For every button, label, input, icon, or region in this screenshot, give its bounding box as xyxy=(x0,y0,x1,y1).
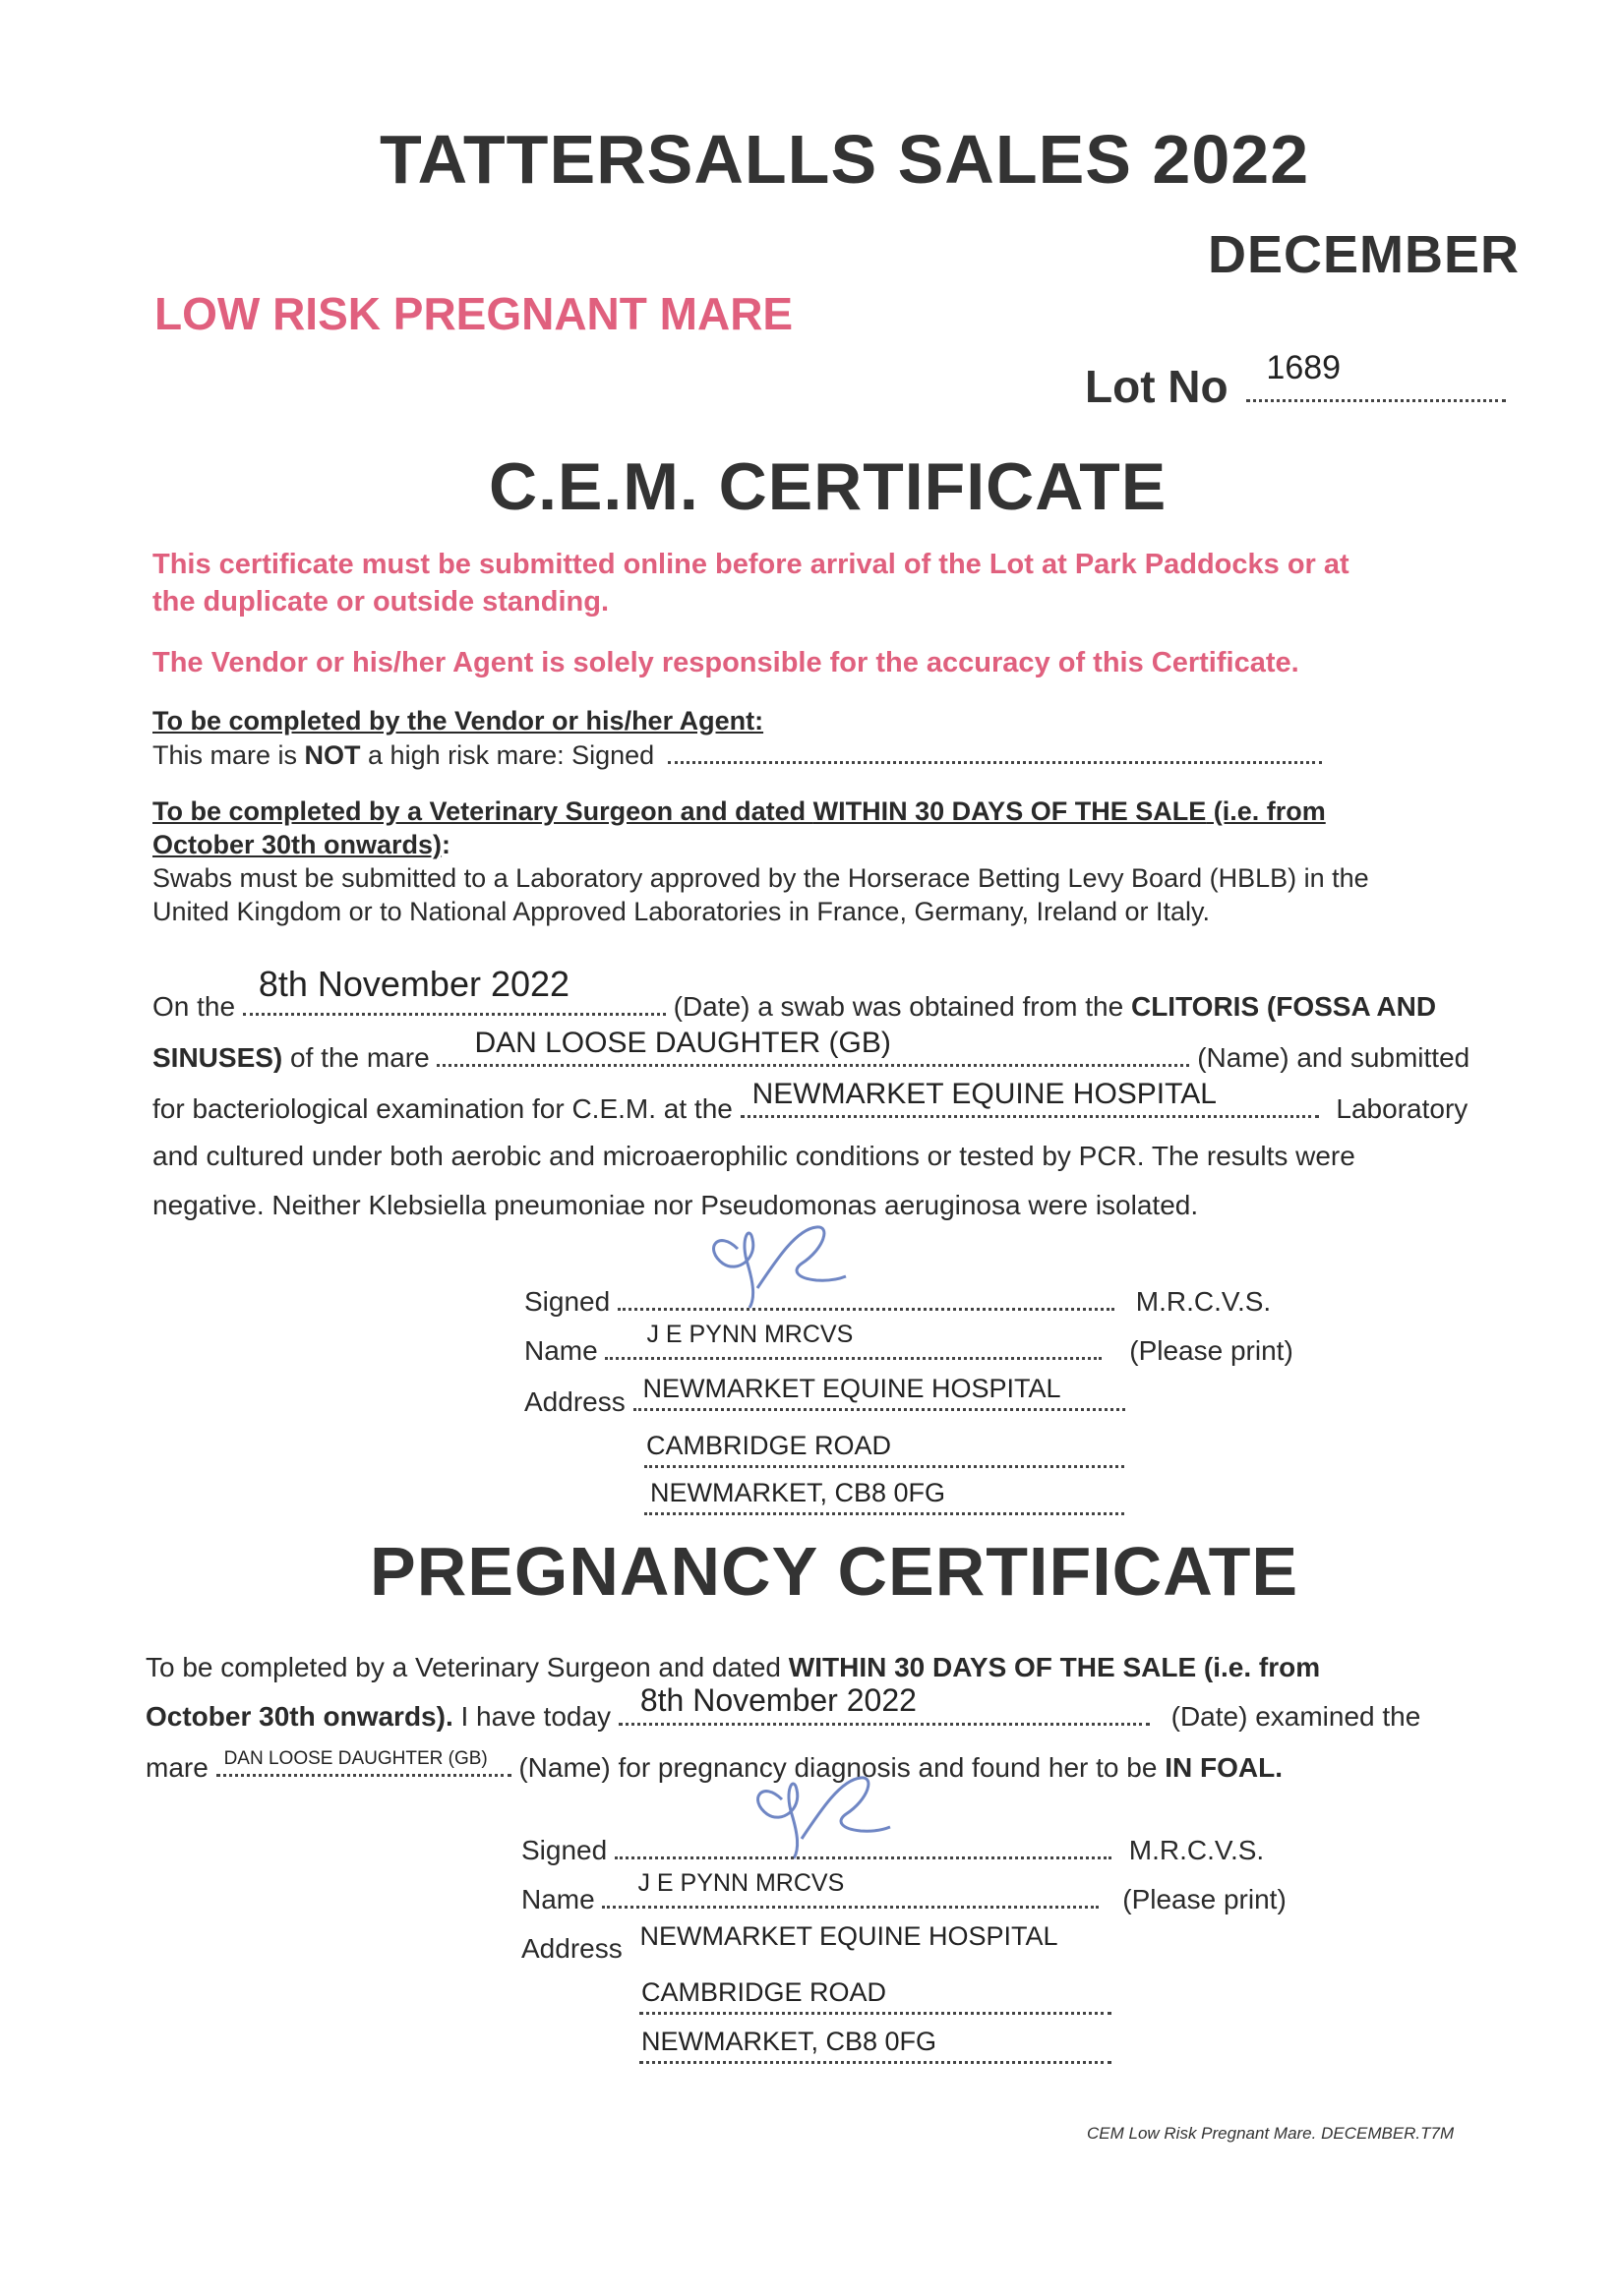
cem-address-line-1-field xyxy=(633,1374,1125,1411)
lot-number-value: 1689 xyxy=(1266,349,1342,386)
cem-signature-field xyxy=(618,1288,1114,1311)
preg-line-3 xyxy=(146,1748,1283,1784)
cem-signed-row xyxy=(524,1286,1271,1318)
preg-mare-name-value: DAN LOOSE DAUGHTER (GB) xyxy=(223,1748,488,1769)
date-suffix: (Date) a swab was obtained from the xyxy=(673,991,1131,1022)
preg-line3-a: mare xyxy=(146,1752,209,1783)
cem-notice-2: The Vendor or his/her Agent is solely responsible for the accuracy of this Certificate. xyxy=(152,647,1299,678)
vendor-heading: To be completed by the Vendor or his/her Agent: xyxy=(152,706,764,736)
cem-para-line-5: negative. Neither Klebsiella pneumoniae nor Pseudomonas aeruginosa were isolated. xyxy=(152,1190,1199,1220)
preg-please-print: (Please print) xyxy=(1122,1884,1287,1914)
cem-mare-name-field xyxy=(437,1027,1189,1067)
vendor-statement xyxy=(152,739,1322,771)
preg-name-row xyxy=(521,1869,1287,1915)
preg-signed-row xyxy=(521,1835,1264,1866)
preg-line3-b: (Name) for pregnancy diagnosis and found her to be xyxy=(518,1752,1166,1783)
lot-number-field xyxy=(1246,349,1506,402)
swab-line-2: United Kingdom or to National Approved Laboratories in France, Germany, Ireland or Italy. xyxy=(152,897,1211,926)
cem-please-print: (Please print) xyxy=(1129,1335,1293,1366)
of-mare-label: of the mare xyxy=(282,1042,430,1073)
swab-line-1: Swabs must be submitted to a Laboratory approved by the Horserace Betting Levy Board (HBLB) in the xyxy=(152,863,1369,893)
laboratory-value: NEWMARKET EQUINE HOSPITAL xyxy=(751,1078,1217,1110)
vet-heading-line2-text: October 30th onwards) xyxy=(152,830,443,859)
lot-label: Lot No xyxy=(1085,361,1228,412)
cem-address-row xyxy=(524,1374,1125,1418)
vet-heading-a: To be completed by a Veterinary Surgeon and dated xyxy=(152,796,813,826)
preg-line2-b: I have today xyxy=(452,1701,612,1732)
preg-line-1 xyxy=(146,1652,1320,1683)
clitoris-text: CLITORIS (FOSSA AND xyxy=(1130,991,1437,1022)
vendor-text-b: a high risk mare: Signed xyxy=(360,740,655,770)
cem-name-row xyxy=(524,1321,1293,1367)
preg-line1-b: WITHIN 30 DAYS OF THE SALE (i.e. from xyxy=(788,1652,1321,1682)
cem-address-line-3: NEWMARKET, CB8 0FG xyxy=(650,1478,946,1507)
preg-address-row xyxy=(521,1921,1103,1965)
preg-address-line-1-field xyxy=(630,1921,1103,1958)
cem-name-label: Name xyxy=(524,1335,598,1366)
lot-number-row xyxy=(1085,349,1506,413)
cem-address-line-1: NEWMARKET EQUINE HOSPITAL xyxy=(642,1374,1061,1403)
vendor-text-not: NOT xyxy=(304,740,361,770)
preg-mare-name-field xyxy=(216,1748,511,1777)
cem-para-line-1 xyxy=(152,964,1437,1023)
preg-vet-name-field xyxy=(602,1869,1099,1909)
preg-line2-a: October 30th onwards). xyxy=(146,1701,453,1732)
laboratory-label: Laboratory xyxy=(1336,1093,1468,1124)
preg-address-line-3: NEWMARKET, CB8 0FG xyxy=(641,2027,937,2056)
vendor-signature-field xyxy=(668,739,1322,764)
preg-date-field xyxy=(619,1682,1150,1726)
cem-address-line-2-field xyxy=(644,1431,1124,1468)
preg-date-value: 8th November 2022 xyxy=(639,1682,917,1718)
preg-vet-name-value: J E PYNN MRCVS xyxy=(637,1869,845,1897)
preg-mrcvs-label: M.R.C.V.S. xyxy=(1128,1835,1265,1865)
cem-address-line-3-field xyxy=(644,1478,1124,1515)
preg-signed-label: Signed xyxy=(521,1835,608,1865)
preg-name-label: Name xyxy=(521,1884,595,1914)
vet-heading-b: WITHIN 30 DAYS OF THE SALE xyxy=(812,796,1207,826)
cem-vet-name-value: J E PYNN MRCVS xyxy=(646,1321,854,1348)
cem-mare-name-value: DAN LOOSE DAUGHTER (GB) xyxy=(474,1027,891,1059)
on-the-label: On the xyxy=(152,991,236,1022)
preg-address-line-1: NEWMARKET EQUINE HOSPITAL xyxy=(639,1921,1058,1951)
cem-address-line-2: CAMBRIDGE ROAD xyxy=(646,1431,892,1460)
vendor-text-a: This mare is xyxy=(152,740,305,770)
vet-heading xyxy=(152,796,1326,827)
swab-date-value: 8th November 2022 xyxy=(258,964,570,1004)
preg-address-line-2: CAMBRIDGE ROAD xyxy=(641,1977,887,2007)
cem-vet-name-field xyxy=(605,1321,1102,1360)
cem-para-line-4: and cultured under both aerobic and microaerophilic conditions or tested by PCR. The results were xyxy=(152,1141,1355,1171)
cem-notice-1-line-1: This certificate must be submitted online before arrival of the Lot at Park Paddocks or at xyxy=(152,549,1349,580)
cem-para-line-3 xyxy=(152,1078,1468,1125)
preg-line3-c: IN FOAL. xyxy=(1165,1752,1283,1783)
preg-line1-a: To be completed by a Veterinary Surgeon and dated xyxy=(146,1652,789,1682)
preg-line2-c: (Date) examined the xyxy=(1170,1701,1421,1732)
sinuses-text: SINUSES) xyxy=(152,1042,283,1073)
pregnancy-heading: PREGNANCY CERTIFICATE xyxy=(370,1533,1299,1610)
laboratory-field xyxy=(741,1078,1319,1118)
preg-address-label: Address xyxy=(521,1933,623,1964)
swab-date-field xyxy=(243,964,666,1016)
vet-heading-line-2 xyxy=(152,830,450,860)
for-bact-text: for bacteriological examination for C.E.M. at the xyxy=(152,1093,733,1124)
page-title: TATTERSALLS SALES 2022 xyxy=(380,121,1310,198)
cem-signed-label: Signed xyxy=(524,1286,611,1317)
vet-heading-colon: : xyxy=(442,830,451,859)
footer-reference: CEM Low Risk Pregnant Mare. DECEMBER.T7M xyxy=(1087,2124,1455,2143)
certificate-category: LOW RISK PREGNANT MARE xyxy=(154,288,794,339)
cem-address-label: Address xyxy=(524,1386,626,1417)
vet-heading-c: (i.e. from xyxy=(1206,796,1326,826)
preg-line-2 xyxy=(146,1682,1421,1733)
cem-heading: C.E.M. CERTIFICATE xyxy=(489,449,1168,524)
cem-notice-1-line-2: the duplicate or outside standing. xyxy=(152,586,610,618)
preg-signature-field xyxy=(615,1837,1111,1859)
preg-address-line-2-field xyxy=(639,1977,1111,2015)
cem-mrcvs-label: M.R.C.V.S. xyxy=(1135,1286,1272,1317)
cem-para-line-2 xyxy=(152,1027,1470,1074)
preg-address-line-3-field xyxy=(639,2027,1111,2064)
sale-month: DECEMBER xyxy=(1208,225,1521,284)
name-suffix: (Name) and submitted xyxy=(1197,1042,1470,1073)
